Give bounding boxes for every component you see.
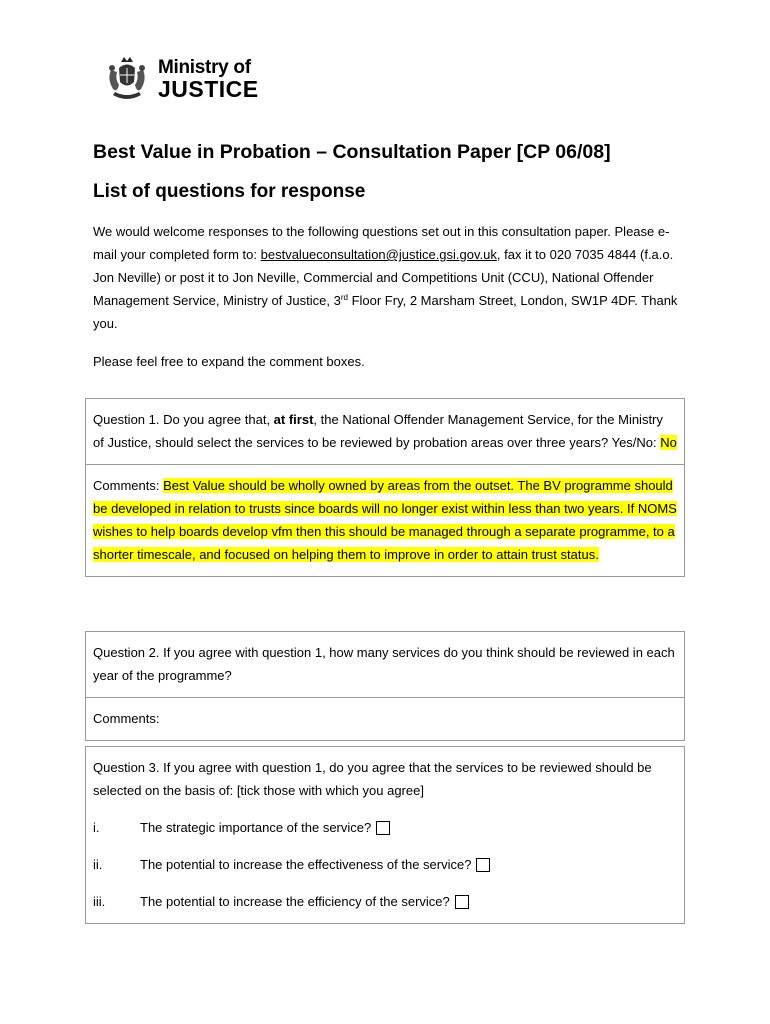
option-row	[93, 853, 677, 876]
intro-text-a: We would welcome responses to the following questions set out in this consultation paper. Please e-mail your completed form to:	[93, 224, 670, 262]
floor-ordinal-sup: rd	[340, 293, 348, 302]
emphasis-at-first: at first	[273, 412, 314, 427]
option-row	[93, 890, 677, 913]
question-1-text: Question 1. Do you agree that, at first, the National Offender Management Service, for the Ministry of Justice, should select the services to be reviewed by probation areas over three years? Yes/No: No	[93, 412, 677, 450]
question-3-text: Question 3. If you agree with question 1, do you agree that the services to be reviewed should be selected on the basis of: [tick those with which you agree]	[93, 760, 652, 798]
expand-note: Please feel free to expand the comment boxes.	[93, 354, 365, 369]
question-1-comments[interactable]	[86, 464, 684, 576]
option-row	[93, 816, 677, 839]
option-2-checkbox[interactable]	[476, 858, 490, 872]
intro-text-b: , fax it to 020 7035 4844 (f.a.o. Jon Neville) or post it to Jon Neville, Commercial and Competitions Unit (CCU), National Offender Management Service, Ministry of Justice, 3	[93, 247, 674, 308]
option-3-checkbox[interactable]	[455, 895, 469, 909]
intro-section	[93, 220, 683, 373]
option-number: ii.	[93, 857, 103, 872]
logo-line-1: Ministry of	[158, 57, 251, 78]
option-text: The strategic importance of the service?	[140, 820, 372, 835]
comments-label: Comments:	[93, 478, 164, 493]
question-2-box	[85, 631, 685, 741]
document-subtitle: List of questions for response	[93, 181, 366, 202]
option-number: i.	[93, 820, 100, 835]
question-2-comments[interactable]	[86, 697, 684, 740]
question-1-answer[interactable]: No	[660, 435, 677, 450]
option-number: iii.	[93, 894, 106, 909]
intro-text-c: Floor Fry, 2 Marsham Street, London, SW1P 4DF. Thank you.	[93, 293, 678, 331]
question-2-text: Question 2. If you agree with question 1, how many services do you think should be reviewed in each year of the programme?	[93, 645, 675, 683]
document-title: Best Value in Probation – Consultation Paper [CP 06/08]	[93, 141, 611, 163]
question-3-box	[85, 746, 685, 924]
intro-paragraph	[93, 220, 683, 335]
question-1-box	[85, 398, 685, 577]
option-1-checkbox[interactable]	[376, 821, 390, 835]
question-3-content	[86, 747, 684, 923]
comments-label: Comments:	[93, 711, 160, 726]
question-1-comment-text[interactable]: Best Value should be wholly owned by areas from the outset. The BV programme should be developed in relation to trusts since boards will no longer exist within less than two years. If NOMS wishes to help boards develop vfm then this should be managed through a separate programme, to a shorter timescale, and focused on helping them to improve in order to attain trust status.	[93, 478, 677, 562]
logo-line-2: JUSTICE	[158, 76, 259, 102]
ministry-of-justice-logo	[102, 55, 259, 105]
option-text: The potential to increase the efficiency of the service?	[140, 894, 450, 909]
email-link[interactable]: bestvalueconsultation@justice.gsi.gov.uk	[260, 247, 497, 262]
option-text: The potential to increase the effectiveness of the service?	[140, 857, 472, 872]
royal-coat-of-arms-icon	[102, 55, 152, 105]
